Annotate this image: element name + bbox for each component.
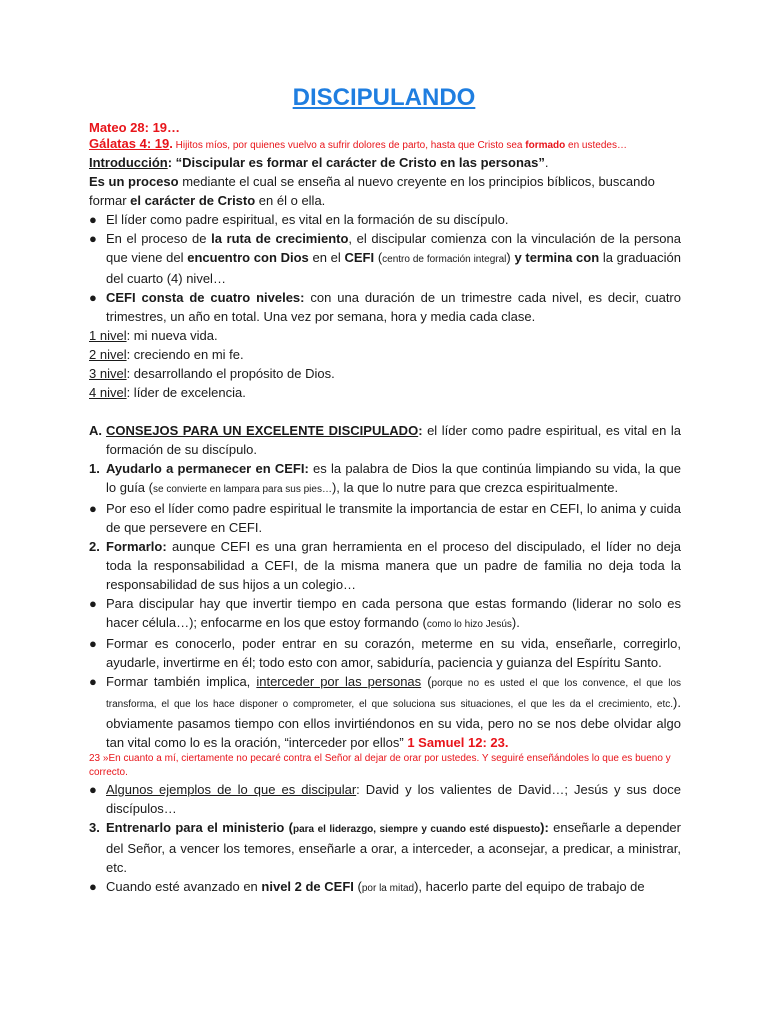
intro-quote: “Discipular es formar el carácter de Cristo en las personas” — [175, 155, 545, 170]
paren: ( — [374, 250, 383, 265]
colon: : — [418, 423, 423, 438]
list-item-text: ). — [511, 615, 520, 630]
introduction — [89, 153, 681, 172]
list-item-text: la graduación del cuarto (4) nivel… — [106, 250, 682, 286]
document-body — [89, 118, 681, 898]
number-marker: 1. — [89, 461, 100, 476]
level-text: : líder de excelencia. — [126, 385, 246, 400]
bullet-icon: ● — [89, 596, 97, 611]
bullet-icon: ● — [89, 636, 97, 651]
list-item — [89, 877, 681, 898]
scripture-quote: 23 »En cuanto a mí, ciertamente no pecaré contra el Señor al dejar de orar por ustedes. Y seguiré enseñándoles lo que es bueno y correcto. — [89, 753, 671, 778]
bullet-icon: ● — [89, 212, 97, 227]
nivel-2-cefi: nivel 2 de CEFI — [261, 879, 354, 894]
process-text: mediante el cual se enseña al nuevo creyente en los principios bíblicos, buscando formar — [89, 174, 655, 208]
item-aside: para el liderazgo, siempre y cuando esté dispuesto — [292, 824, 541, 835]
list-item — [89, 780, 681, 818]
list-item-text: ), hacerlo parte del equipo de trabajo de — [414, 879, 645, 894]
cefi-definition: centro de formación integral — [382, 254, 507, 265]
paren: ( — [421, 674, 432, 689]
item-text: ), la que lo nutre para que crezca espiritualmente. — [331, 480, 619, 495]
level-label: 4 nivel — [89, 385, 127, 400]
item-aside: como lo hizo Jesús — [426, 619, 512, 630]
level-line — [89, 364, 681, 383]
list-item — [89, 672, 681, 752]
list-item-text: Por eso el líder como padre espiritual le transmite la importancia de estar en CEFI, lo anima y cuida de que persevere en CEFI. — [106, 501, 681, 535]
paren: ( — [353, 879, 362, 894]
item-text: es la palabra de Dios la que continúa limpiando su vida, la que lo guía ( — [106, 461, 681, 495]
numbered-item — [89, 459, 681, 499]
intro-label: Introducción — [89, 155, 168, 170]
bullet-icon: ● — [89, 879, 97, 894]
item-heading-end: ): — [540, 820, 549, 835]
page-title: DISCIPULANDO — [292, 84, 476, 111]
list-item-text: en el — [308, 250, 345, 265]
list-item-text: con una duración de un trimestre cada nivel, es decir, cuatro trimestres, un año en total. Una vez por semana, hora y media cada clase. — [106, 290, 681, 324]
list-item-text: Cuando esté avanzado en — [106, 879, 262, 894]
level-text: : desarrollando el propósito de Dios. — [126, 366, 335, 381]
galatas-paragraph — [89, 137, 681, 153]
intro-end: . — [544, 155, 549, 170]
galatas-text: Hijitos míos, por quienes vuelvo a sufrir dolores de parto, hasta que Cristo sea — [172, 140, 526, 151]
spacer — [89, 402, 681, 421]
item-heading: Entrenarlo para el ministerio ( — [106, 820, 293, 835]
numbered-item — [89, 537, 681, 594]
list-item — [89, 634, 681, 672]
ruta-crecimiento: la ruta de crecimiento — [211, 231, 349, 246]
list-item-text: En el proceso de — [106, 231, 212, 246]
number-marker: 3. — [89, 820, 100, 835]
number-marker: 2. — [89, 539, 100, 554]
list-item — [89, 210, 681, 229]
level-label: 3 nivel — [89, 366, 127, 381]
list-item-text: : David y los valientes de David…; Jesús y sus doce discípulos… — [106, 782, 681, 816]
process-lead: Es un proceso — [89, 174, 179, 189]
period: . — [169, 136, 173, 151]
level-line — [89, 383, 681, 402]
list-item-text: ). obviamente pasamos tiempo con ellos invirtiéndonos en su vida, pero no se nos debe olvidar algo tan vital como lo es la oración, “interceder por ellos” — [106, 695, 681, 750]
interceder-label: interceder por las personas — [256, 674, 422, 689]
list-item-text: El líder como padre espiritual, es vital en la formación de su discípulo. — [106, 212, 509, 227]
scripture-ref-samuel: 1 Samuel 12: 23. — [407, 735, 509, 750]
list-item-text: Formar también implica, — [106, 674, 257, 689]
termina-con: y termina con — [514, 250, 600, 265]
galatas-formado: formado — [525, 140, 566, 151]
item-aside: se convierte en lampara para sus pies… — [152, 484, 332, 495]
bullet-icon: ● — [89, 674, 97, 689]
ejemplos-label: Algunos ejemplos de lo que es discipular — [106, 782, 357, 797]
section-marker: A. — [89, 423, 102, 438]
encuentro-con-dios: encuentro con Dios — [187, 250, 309, 265]
level-line — [89, 326, 681, 345]
bullet-icon: ● — [89, 782, 97, 797]
process-text-end: en él o ella. — [255, 193, 326, 208]
process-paragraph — [89, 172, 681, 210]
level-text: : mi nueva vida. — [126, 328, 218, 343]
level-line — [89, 345, 681, 364]
scripture-ref-mateo: Mateo 28: 19… — [89, 120, 181, 135]
item-text: enseñarle a depender del Señor, a vencer los temores, enseñarle a orar, a interceder, a aconsejar, a predicar, a ministrar, etc. — [106, 820, 681, 875]
paren: ) — [506, 250, 515, 265]
item-aside: por la mitad — [361, 883, 415, 894]
list-item — [89, 594, 681, 634]
level-label: 2 nivel — [89, 347, 127, 362]
numbered-item — [89, 818, 681, 877]
list-item — [89, 229, 681, 288]
item-aside: porque no es usted el que los convence, el que los transforma, el que los hace disponer o comprometer, el que soluciona sus situaciones, el que les da el crecimiento, etc. — [106, 678, 682, 710]
bullet-icon: ● — [89, 501, 97, 516]
list-item-text: Para discipular hay que invertir tiempo en cada persona que estas formando (liderar no solo es hacer célula…); enfocarme en los que estoy formando ( — [106, 596, 681, 630]
intro-colon: : — [167, 155, 176, 170]
cefi-niveles: CEFI consta de cuatro niveles: — [106, 290, 305, 305]
section-text: el líder como padre espiritual, es vital en la formación de su discípulo. — [106, 423, 681, 457]
scripture-ref-galatas: Gálatas 4: 19 — [89, 136, 170, 151]
section-heading: CONSEJOS PARA UN EXCELENTE DISCIPULADO — [106, 423, 419, 438]
bullet-icon: ● — [89, 231, 97, 246]
item-heading: Ayudarlo a permanecer en CEFI: — [106, 461, 309, 476]
item-text: aunque CEFI es una gran herramienta en el proceso del discipulado, el líder no deja toda la responsabilidad a CEFI, de la misma manera que un padre de familia no deja toda la responsabilidad de sus hijos a un colegio… — [106, 539, 681, 592]
list-item — [89, 499, 681, 537]
galatas-text-end: en ustedes… — [565, 140, 627, 151]
level-text: : creciendo en mi fe. — [126, 347, 244, 362]
bullet-icon: ● — [89, 290, 97, 305]
level-label: 1 nivel — [89, 328, 127, 343]
cefi-label: CEFI — [344, 250, 375, 265]
process-emphasis: el carácter de Cristo — [130, 193, 256, 208]
section-a — [89, 421, 681, 459]
list-item — [89, 288, 681, 326]
list-item-text: Formar es conocerlo, poder entrar en su corazón, meterme en su vida, enseñarle, corregirlo, ayudarle, invertirme en él; todo esto con amor, sabiduría, paciencia y guianza del Espíritu Santo. — [106, 636, 681, 670]
item-heading: Formarlo: — [106, 539, 167, 554]
list-item-text: , el discipular comienza con la vinculación de la persona que viene del — [106, 231, 681, 265]
